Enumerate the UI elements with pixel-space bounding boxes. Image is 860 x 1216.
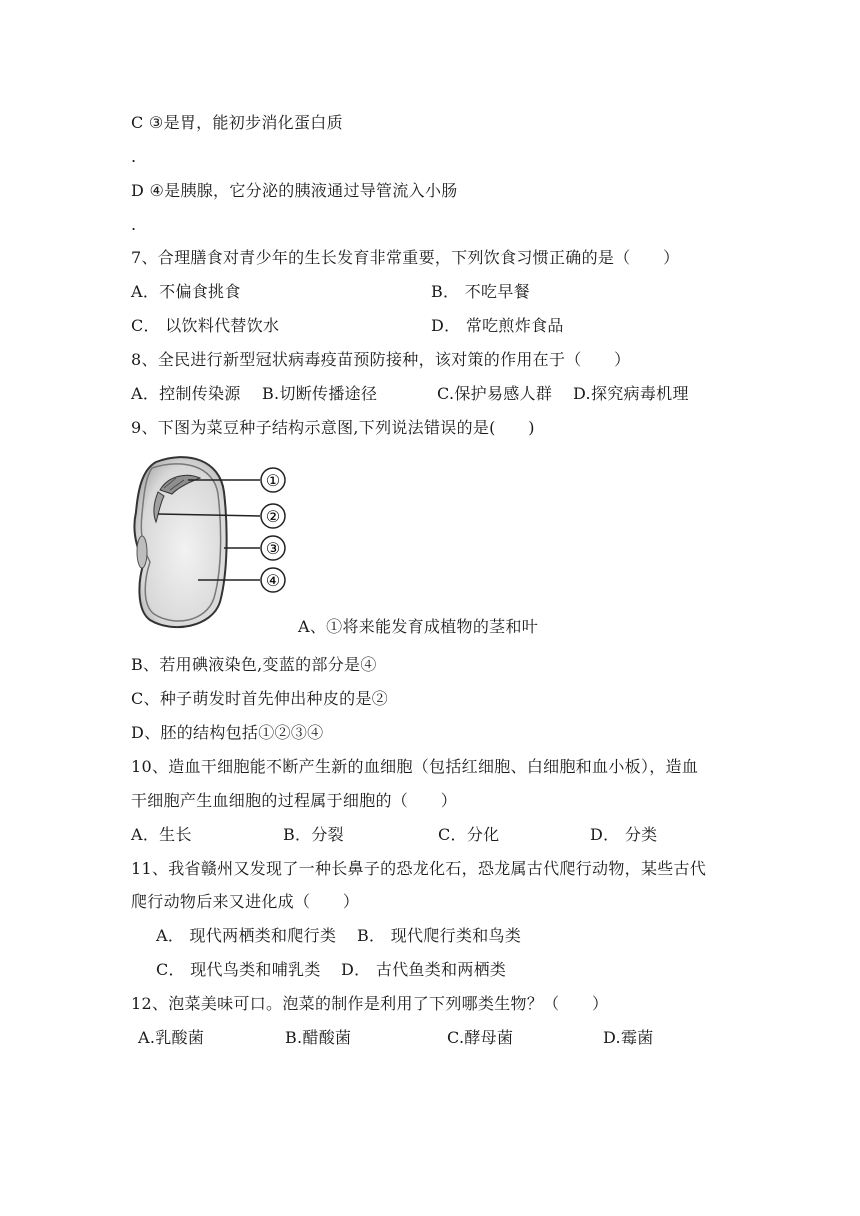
q12-option-b: B.醋酸菌 [285,1028,352,1047]
q11-option-a: A． 现代两栖类和爬行类 [156,926,337,945]
q12-option-d: D.霉菌 [603,1028,654,1047]
q11-option-c: C． 现代鸟类和哺乳类 [156,960,321,979]
label-1: ① [265,473,281,490]
q10-option-d: D． 分类 [590,825,658,844]
q8-option-c: C.保护易感人群 [437,384,553,403]
q9-option-d: D、胚的结构包括①②③④ [131,723,324,742]
q11-stem-line1: 11、我省赣州又发现了一种长鼻子的恐龙化石，恐龙属古代爬行动物，某些古代 [131,859,707,878]
q10-option-b: B．分裂 [283,825,344,844]
q7-option-a: A．不偏食挑食 [131,282,241,301]
q6-option-c: C ③是胃，能初步消化蛋白质 [131,113,343,132]
q11-option-d: D． 古代鱼类和两栖类 [341,960,507,979]
label-4: ④ [265,573,281,590]
q6-option-d-dot: . [131,215,137,234]
q8-option-a: A．控制传染源 [131,384,241,403]
q7-option-d: D． 常吃煎炸食品 [431,316,564,335]
q12-option-a: A.乳酸菌 [138,1028,205,1047]
q10-option-c: C．分化 [438,825,500,844]
q9-option-a: A、①将来能发育成植物的茎和叶 [298,617,539,636]
q9-stem: 9、下图为菜豆种子结构示意图,下列说法错误的是( ) [131,418,535,437]
q10-option-a: A．生长 [131,825,192,844]
q11-stem-line2: 爬行动物后来又进化成（ ） [131,892,360,911]
q7-stem: 7、合理膳食对青少年的生长发育非常重要，下列饮食习惯正确的是（ ） [131,248,680,267]
bean-seed-diagram [128,452,298,632]
q8-option-b: B.切断传播途径 [262,384,378,403]
q10-stem-line2: 干细胞产生血细胞的过程属于细胞的（ ） [131,791,458,810]
q12-stem: 12、泡菜美味可口。泡菜的制作是利用了下列哪类生物？（ ） [131,994,609,1013]
q7-option-b: B． 不吃早餐 [431,282,530,301]
q7-option-c: C． 以饮料代替饮水 [131,316,280,335]
q12-option-c: C.酵母菌 [447,1028,514,1047]
q9-option-c: C、种子萌发时首先伸出种皮的是② [131,689,389,708]
q8-option-d: D.探究病毒机理 [573,384,689,403]
q10-stem-line1: 10、造血干细胞能不断产生新的血细胞（包括红细胞、白细胞和血小板），造血 [131,757,699,776]
q6-option-c-dot: . [131,147,137,166]
q6-option-d: D ④是胰腺，它分泌的胰液通过导管流入小肠 [131,181,458,200]
label-3: ③ [265,541,281,558]
q9-option-b: B、若用碘液染色,变蓝的部分是④ [131,655,377,674]
q8-stem: 8、全民进行新型冠状病毒疫苗预防接种，该对策的作用在于（ ） [131,350,631,369]
q11-option-b: B． 现代爬行类和鸟类 [357,926,522,945]
label-2: ② [265,509,281,526]
